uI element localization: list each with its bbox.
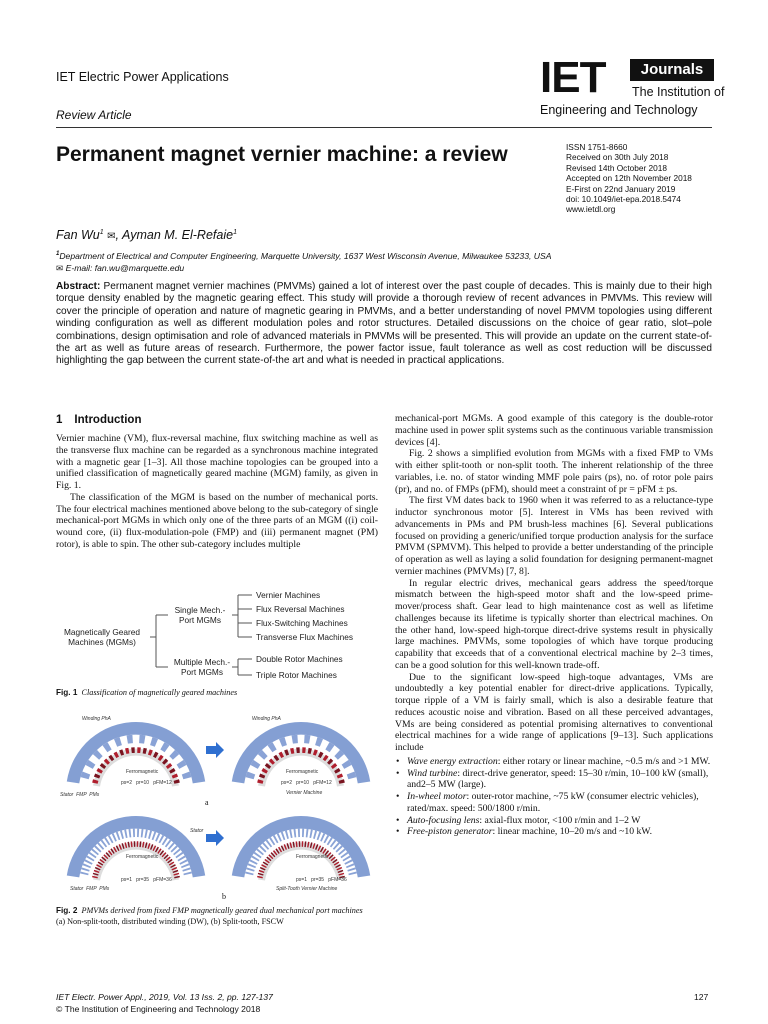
stator-tooth bbox=[306, 829, 309, 838]
figure-1 bbox=[56, 585, 378, 685]
pubinfo-line: Received on 30th July 2018 bbox=[566, 152, 669, 163]
fig1-item: Double Rotor Machines bbox=[256, 654, 343, 664]
arrow-icon bbox=[206, 830, 224, 846]
stator-tooth bbox=[246, 771, 256, 779]
stator-tooth bbox=[298, 829, 300, 837]
pm-magnet bbox=[302, 841, 304, 847]
list-item: • Wind turbine: direct-drive generator, speed: 15–30 r/min, 10–100 kW (small), and2–5 MW (large). bbox=[395, 768, 713, 792]
affiliation-text: Department of Electrical and Computer Engineering, Marquette University, 1637 West Wisconsin Avenue, Milwaukee 53233, USA bbox=[59, 250, 552, 261]
stator-tooth bbox=[80, 872, 89, 876]
stator-tooth bbox=[289, 829, 292, 838]
stator-tooth bbox=[246, 867, 255, 871]
fig1-item: Vernier Machines bbox=[256, 590, 321, 600]
logo-line2: Engineering and Technology bbox=[540, 103, 698, 117]
stator-tooth bbox=[309, 829, 312, 838]
list-item: • Wave energy extraction: either rotary or linear machine, ~0.5 m/s and >1 MW. bbox=[395, 756, 713, 768]
stator-tooth bbox=[344, 859, 352, 864]
stator-tooth bbox=[293, 829, 296, 838]
left-column bbox=[56, 433, 378, 551]
paragraph: mechanical-port MGMs. A good example of this category is the double-rotor machine used in power split systems such as the continuous variable transmission devices [4]. bbox=[395, 413, 713, 448]
fig1-single: Single Mech.- Port MGMs bbox=[174, 605, 226, 625]
fig1-item: Transverse Flux Machines bbox=[256, 632, 353, 642]
article-type: Review Article bbox=[56, 108, 132, 122]
pm-magnet bbox=[137, 747, 141, 753]
stator-tooth bbox=[179, 859, 187, 864]
stator-tooth bbox=[120, 830, 124, 839]
paper-title: Permanent magnet vernier machine: a review bbox=[56, 143, 508, 166]
page-number: 127 bbox=[694, 992, 709, 1002]
stator-tooth bbox=[112, 833, 117, 841]
logo-journals: Journals bbox=[630, 59, 714, 81]
stator-tooth bbox=[304, 735, 310, 744]
stator-tooth bbox=[83, 863, 91, 868]
footer-citation: IET Electr. Power Appl., 2019, Vol. 13 Iss. 2, pp. 127-137 bbox=[56, 992, 273, 1002]
stator-tooth bbox=[152, 832, 157, 841]
pm-magnet bbox=[299, 841, 301, 847]
paragraph: The first VM dates back to 1960 when it was referred to as a reluctance-type inductor synchronous motor [5]. Interest in VMs has been revived with advancements in PMs and PM brush-less machines [6]. Several publications focused on providing a generic/unified torque production analysis for the surface PMVM (SPMVM). This helped to provide a better understanding of the principle of operation as well as laying a solid foundation for designing permanent-magnet vernier machines (PMVMs) [7, 8]. bbox=[395, 495, 713, 577]
stator-tooth bbox=[313, 830, 317, 839]
stator-tooth bbox=[148, 830, 152, 839]
stator-tooth bbox=[137, 829, 139, 837]
stator-tooth bbox=[127, 735, 133, 744]
stator-tooth bbox=[116, 832, 121, 841]
stator-tooth bbox=[81, 867, 90, 871]
paragraph: In regular electric drives, mechanical gears address the speed/torque mismatch between the high-speed motor shaft and the low-speed prime-mover/process shaft. Gear lead to high maintenance cost as well as lifetime challenges because its lifetime is typically shorter than electrical machines. On the other hand, low-speed high-torque direct-drive systems result in physically large machines. PMVMs, some topologies of which have torque producing capability that exceeds that of a conventional electrical machine by 2–3 times, can be a good solution for this well-known trade-off. bbox=[395, 577, 713, 671]
fig1-item: Flux Reversal Machines bbox=[256, 604, 345, 614]
email[interactable]: E-mail: fan.wu@marquette.edu bbox=[65, 262, 185, 273]
stator-tooth bbox=[302, 829, 304, 837]
pubinfo-line[interactable]: doi: 10.1049/iet-epa.2018.5474 bbox=[566, 194, 681, 205]
figure-2: Winding PhA Winding PhA Ferromagnetic Ferromagnetic ps=2 pr=10 pFM=12 ps=2 pr=10 pFM=12 Vernier Machine Stator FMP PMs a Stator Ferromagnetic Ferromagnetic ps=1 pr=35 pFM=36 ps=1 pr=35 pFM=36 Split-Tooth Vernier Machine Stator FMP PMs b bbox=[56, 714, 378, 904]
author-1: Fan Wu bbox=[56, 228, 100, 242]
list-item: • Free-piston generator: linear machine, 10–20 m/s and ~10 kW. bbox=[395, 826, 713, 838]
author-2: Ayman M. El-Refaie bbox=[122, 228, 234, 242]
right-column bbox=[395, 413, 713, 838]
rotor-core bbox=[93, 843, 179, 881]
stator-tooth bbox=[249, 859, 257, 864]
envelope-icon: ✉ bbox=[107, 231, 116, 242]
pubinfo-line: E-First on 22nd January 2019 bbox=[566, 183, 676, 194]
stator-tooth bbox=[320, 833, 325, 841]
stator-tooth bbox=[285, 830, 289, 839]
rotor-core bbox=[258, 843, 344, 881]
pm-magnet bbox=[131, 747, 135, 753]
pubinfo-line: ISSN 1751-8660 bbox=[566, 142, 628, 152]
pm-magnet bbox=[302, 747, 306, 753]
stator-tooth bbox=[248, 863, 256, 868]
journal-name: IET Electric Power Applications bbox=[56, 70, 229, 84]
stator-tooth bbox=[347, 771, 357, 779]
stator-tooth bbox=[81, 771, 91, 779]
header-rule bbox=[56, 127, 712, 128]
footer-copyright: © The Institution of Engineering and Technology 2018 bbox=[56, 1003, 261, 1014]
list-item: • Auto-focusing lens: axial-flux motor, <100 r/min and 1–2 W bbox=[395, 815, 713, 827]
stator-tooth bbox=[182, 867, 191, 871]
stator-tooth bbox=[281, 832, 286, 841]
pubinfo-line: Accepted on 12th November 2018 bbox=[566, 173, 692, 184]
stator-tooth bbox=[155, 833, 160, 841]
stator-tooth bbox=[277, 833, 282, 841]
pm-magnet bbox=[296, 747, 300, 753]
stator-tooth bbox=[317, 832, 322, 841]
abstract bbox=[56, 281, 712, 368]
stator-tooth bbox=[245, 872, 254, 876]
fig1-caption: Fig. 1 Classification of magnetically geared machines bbox=[56, 688, 238, 697]
fig2-machines bbox=[56, 714, 378, 904]
stator-tooth bbox=[346, 863, 354, 868]
pm-magnet bbox=[137, 841, 139, 847]
fig1-item: Triple Rotor Machines bbox=[256, 670, 337, 680]
abstract-text: Permanent magnet vernier machines (PMVMs) gained a lot of interest over the past couple of decades. This is mainly due to their high torque density enabled by the magnetic gearing effect. This study will provide a thorough review of recent advances in PMVMs. This review will cover the principle of operation and nature of magnetic gearing in PMVMs, and a better understanding of novel PMVM topologies using different winding configuration as well as different modulation poles and rotor structures. Detailed discussions on the choice of gear ratio, slot–pole combinations, design optimisation and role of advanced materials in PMVMs will be presented. This will provide an update on the current state-of-the art as well as future areas of research. Furthermore, the power factor issue, fault tolerance as well as cost reduction will be discussed highlighting the gap between the current state-of-the art and what is needed in practical applications. bbox=[56, 281, 712, 367]
stator-tooth bbox=[183, 872, 192, 876]
stator-tooth bbox=[348, 872, 357, 876]
fig1-item: Flux-Switching Machines bbox=[256, 618, 348, 628]
stator-tooth bbox=[144, 829, 147, 838]
pubinfo-line[interactable]: www.ietdl.org bbox=[566, 204, 616, 215]
authors: Fan Wu$^1$ ✉, Ayman M. El-Refaie$^1$ bbox=[56, 228, 237, 242]
paragraph: Fig. 2 shows a simplified evolution from MGMs with a fixed FMP to VMs with either split-tooth or non-split tooth. The inherent relationship of the three variables, i.e. no. of stator winding MMF pole pairs (ps), no. of rotor pole pairs (pr), and no. of FMPs (pFM), should meet a constraint of pr = pFM ± ps. bbox=[395, 448, 713, 495]
paragraph: The classification of the MGM is based on the number of mechanical ports. The four electrical machines mentioned above belong to the sub-category of single mechanical-port MGMs in which only one of the three parts of an MGM ((i) coil-wound core, (ii) flux-modulation-pole (FMP) and (iii) permanent magnet (PM) rotor), is able to spin. The other sub-category includes multiple bbox=[56, 491, 378, 550]
envelope-icon: ✉ bbox=[56, 262, 64, 273]
pm-magnet bbox=[134, 841, 136, 847]
section-heading: 1 Introduction bbox=[56, 414, 142, 426]
arrow-icon bbox=[206, 742, 224, 758]
list-item: • In-wheel motor: outer-rotor machine, ~75 kW (consumer electric vehicles), rated/max. speed: 500/1800 r/min. bbox=[395, 791, 713, 815]
affiliation: $^1$Department of Electrical and Computer Engineering, Marquette University, 1637 West Wisconsin Avenue, Milwaukee 53233, USA ✉ E-mail: fan.wu@marquette.edu bbox=[56, 250, 552, 273]
footer bbox=[56, 992, 273, 1015]
iet-logo bbox=[540, 53, 725, 122]
fig1-root: Magnetically Geared Machines (MGMs) bbox=[63, 627, 141, 647]
stator-tooth bbox=[181, 863, 189, 868]
stator-tooth bbox=[124, 829, 127, 838]
stator-tooth bbox=[84, 859, 92, 864]
pubinfo-line: Revised 14th October 2018 bbox=[566, 162, 668, 173]
stator-tooth bbox=[347, 867, 356, 871]
stator-tooth bbox=[139, 735, 145, 744]
publication-info bbox=[566, 142, 692, 215]
paragraph: Vernier machine (VM), flux-reversal machine, flux switching machine as well as the transverse flux machine can be regarded as a synchronous machine integrated with a magnetic gear [1–3]. All those machine topologies can be grouped into a unified classification of magnetically geared machine (MGM) family, as given in Fig. 1. bbox=[56, 433, 378, 491]
fig2-caption: Fig. 2 PMVMs derived from fixed FMP magnetically geared dual mechanical port machines (a) Non-split-tooth, distributed winding (DW), (b) Split-tooth, FSCW bbox=[56, 906, 363, 926]
abstract-label: Abstract: bbox=[56, 281, 101, 292]
paragraph: Due to the significant low-speed high-toque advantages, VMs are undoubtedly a key potential enabler for direct-drive applications. Typically, torque ripple of a VM is fairly small, which is also a desirable feature that reduces acoustic noise and vibration. Based on all these perceived advantages, VMs are being considered as potential promising alternatives to conventional electrical machines for a wide range of applications [9–13]. Such applications include bbox=[395, 671, 713, 753]
applications-list bbox=[395, 756, 713, 838]
stator-tooth bbox=[141, 829, 144, 838]
logo-line1: The Institution of bbox=[632, 85, 725, 99]
stator-tooth bbox=[292, 735, 298, 744]
stator-tooth bbox=[133, 829, 135, 837]
logo-iet: IET bbox=[540, 53, 606, 102]
stator-tooth bbox=[128, 829, 131, 838]
stator-tooth bbox=[182, 771, 192, 779]
fig1-multiple: Multiple Mech.- Port MGMs bbox=[173, 657, 231, 677]
